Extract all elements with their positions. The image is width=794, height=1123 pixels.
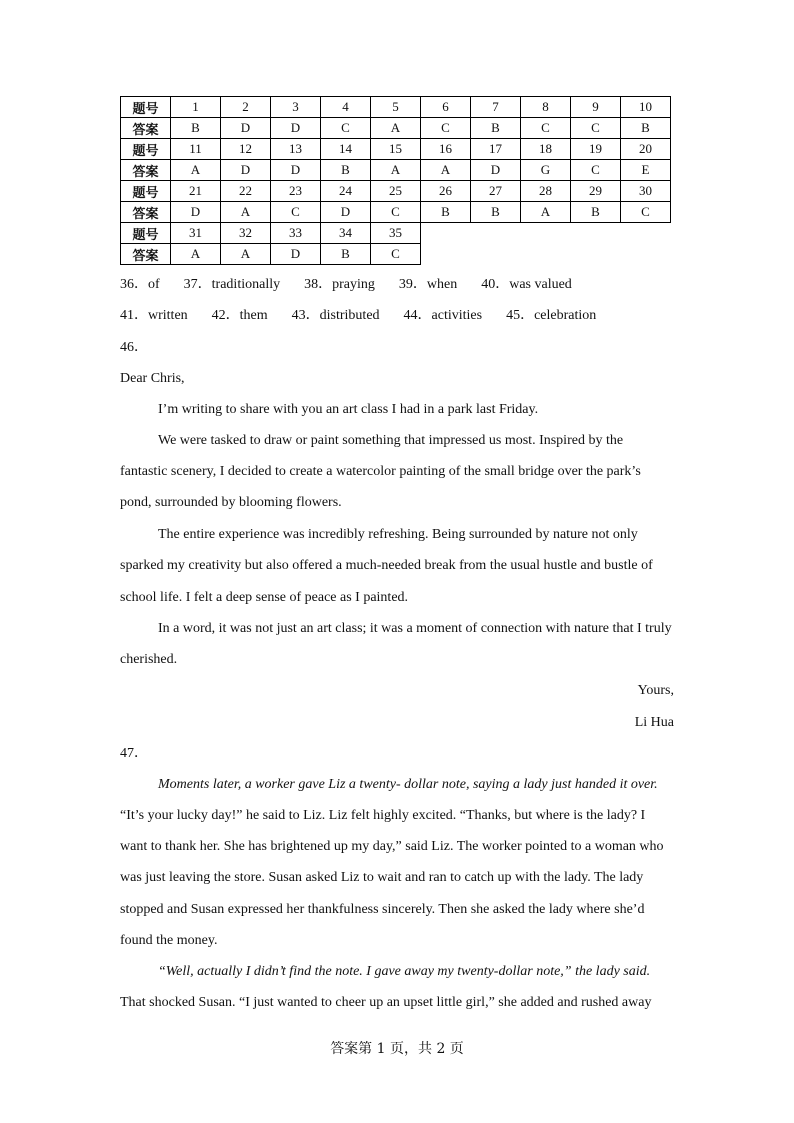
answer-header: 答案 [121, 160, 171, 181]
answer-cell: C [421, 118, 471, 139]
fill-answers-36-40 [120, 276, 596, 294]
answer-cell: A [171, 244, 221, 265]
empty-cell [521, 223, 571, 244]
answer-cell: A [521, 202, 571, 223]
story-line: “It’s your lucky day!” he said to Liz. Liz felt highly excited. “Thanks, but where is the lady? I [120, 808, 646, 823]
question-number-cell: 26 [421, 181, 471, 202]
answer-cell: G [521, 160, 571, 181]
question-number-cell: 3 [271, 97, 321, 118]
fill-answer-item: 45．celebration [506, 308, 597, 323]
story-line: want to thank her. She has brightened up my day,” said Liz. The worker pointed to a woman who [120, 839, 664, 854]
question-number-cell: 1 [171, 97, 221, 118]
question-number-row [121, 181, 671, 202]
letter-line: I’m writing to share with you an art class I had in a park last Friday. [158, 402, 539, 417]
question-number-row [121, 139, 671, 160]
answer-cell: A [371, 160, 421, 181]
empty-cell [471, 223, 521, 244]
question-number-cell: 20 [621, 139, 671, 160]
letter-closing: Yours, [637, 683, 674, 698]
question-number-cell: 19 [571, 139, 621, 160]
question-number-cell: 8 [521, 97, 571, 118]
answer-row [121, 244, 671, 265]
answer-cell: C [321, 118, 371, 139]
answer-row [121, 160, 671, 181]
question-number-header: 题号 [121, 97, 171, 118]
question-number-cell: 6 [421, 97, 471, 118]
answer-cell: B [471, 118, 521, 139]
fill-answer-item: 43．distributed [291, 308, 380, 323]
question-number-cell: 31 [171, 223, 221, 244]
answer-cell: A [371, 118, 421, 139]
empty-cell [571, 244, 621, 265]
question-number-cell: 12 [221, 139, 271, 160]
question-number-cell: 24 [321, 181, 371, 202]
fill-answer-item: 44．activities [403, 308, 483, 323]
story-line: “Well, actually I didn’t find the note. I gave away my twenty-dollar note,” the lady said. [158, 964, 651, 979]
answer-cell: D [271, 118, 321, 139]
story-line: stopped and Susan expressed her thankfulness sincerely. Then she asked the lady where she’d [120, 902, 645, 917]
answer-cell: C [371, 202, 421, 223]
story-line: That shocked Susan. “I just wanted to cheer up an upset little girl,” she added and rushed away [120, 995, 652, 1010]
question-number-cell: 7 [471, 97, 521, 118]
empty-cell [421, 244, 471, 265]
answer-cell: D [271, 160, 321, 181]
question-number-header: 题号 [121, 181, 171, 202]
answer-cell: C [521, 118, 571, 139]
answer-cell: E [621, 160, 671, 181]
fill-answer-item: 40．was valued [481, 277, 572, 292]
letter-signature: Li Hua [634, 715, 674, 730]
question-number-header: 题号 [121, 223, 171, 244]
answer-cell: C [571, 118, 621, 139]
answer-header: 答案 [121, 118, 171, 139]
answer-cell: D [321, 202, 371, 223]
empty-cell [621, 223, 671, 244]
letter-line: We were tasked to draw or paint something that impressed us most. Inspired by the [158, 433, 624, 448]
letter-line: school life. I felt a deep sense of peace as I painted. [120, 590, 409, 605]
letter-greeting: Dear Chris, [120, 371, 185, 386]
question-46-label: 46． [120, 340, 148, 355]
question-number-cell: 15 [371, 139, 421, 160]
answer-cell: A [221, 244, 271, 265]
question-number-cell: 22 [221, 181, 271, 202]
empty-cell [621, 244, 671, 265]
fill-answers-41-45 [120, 307, 620, 325]
answer-cell: B [471, 202, 521, 223]
fill-answer-item: 42．them [211, 308, 268, 323]
answer-cell: B [621, 118, 671, 139]
empty-cell [421, 223, 471, 244]
question-number-cell: 4 [321, 97, 371, 118]
question-number-cell: 28 [521, 181, 571, 202]
empty-cell [471, 244, 521, 265]
answer-cell: D [271, 244, 321, 265]
answer-cell: B [421, 202, 471, 223]
fill-answer-item: 37．traditionally [183, 277, 281, 292]
empty-cell [571, 223, 621, 244]
fill-answer-item: 41．written [120, 308, 188, 323]
question-number-cell: 21 [171, 181, 221, 202]
answer-cell: C [371, 244, 421, 265]
question-number-row [121, 97, 671, 118]
answer-cell: A [421, 160, 471, 181]
answer-cell: A [171, 160, 221, 181]
question-number-header: 题号 [121, 139, 171, 160]
question-number-cell: 10 [621, 97, 671, 118]
fill-answer-item: 38．praying [304, 277, 375, 292]
question-number-cell: 18 [521, 139, 571, 160]
question-number-cell: 14 [321, 139, 371, 160]
story-line: found the money. [120, 933, 218, 948]
answer-cell: C [271, 202, 321, 223]
answer-cell: D [171, 202, 221, 223]
answer-row [121, 202, 671, 223]
answer-cell: C [571, 160, 621, 181]
question-number-cell: 2 [221, 97, 271, 118]
question-number-cell: 32 [221, 223, 271, 244]
question-number-cell: 35 [371, 223, 421, 244]
story-line: Moments later, a worker gave Liz a twenty- dollar note, saying a lady just handed it over. [158, 777, 658, 792]
answer-cell: B [321, 244, 371, 265]
question-number-cell: 34 [321, 223, 371, 244]
question-number-cell: 16 [421, 139, 471, 160]
question-number-cell: 27 [471, 181, 521, 202]
question-number-cell: 11 [171, 139, 221, 160]
letter-line: sparked my creativity but also offered a much-needed break from the usual hustle and bustle of [120, 558, 653, 573]
question-number-row [121, 223, 671, 244]
answer-table [120, 96, 671, 265]
letter-line: pond, surrounded by blooming flowers. [120, 495, 342, 510]
letter-line: fantastic scenery, I decided to create a watercolor painting of the small bridge over the park’s [120, 464, 641, 479]
answer-row [121, 118, 671, 139]
answer-cell: C [621, 202, 671, 223]
question-number-cell: 25 [371, 181, 421, 202]
story-line: was just leaving the store. Susan asked Liz to wait and ran to catch up with the lady. The lady [120, 870, 644, 885]
question-number-cell: 9 [571, 97, 621, 118]
answer-cell: A [221, 202, 271, 223]
answer-cell: D [471, 160, 521, 181]
question-number-cell: 5 [371, 97, 421, 118]
question-47-label: 47． [120, 746, 148, 761]
question-number-cell: 13 [271, 139, 321, 160]
fill-answer-item: 36．of [120, 277, 160, 292]
question-number-cell: 33 [271, 223, 321, 244]
question-number-cell: 23 [271, 181, 321, 202]
answer-cell: B [171, 118, 221, 139]
answer-cell: B [571, 202, 621, 223]
question-number-cell: 30 [621, 181, 671, 202]
answer-cell: D [221, 160, 271, 181]
empty-cell [521, 244, 571, 265]
question-number-cell: 17 [471, 139, 521, 160]
fill-answer-item: 39．when [398, 277, 458, 292]
letter-line: The entire experience was incredibly refreshing. Being surrounded by nature not only [158, 527, 638, 542]
page-footer: 答案第 1 页，共 2 页 [330, 1041, 464, 1057]
answer-cell: B [321, 160, 371, 181]
answer-cell: D [221, 118, 271, 139]
letter-line: cherished. [120, 652, 178, 667]
answer-header: 答案 [121, 202, 171, 223]
answer-header: 答案 [121, 244, 171, 265]
letter-line: In a word, it was not just an art class; it was a moment of connection with nature that I truly [158, 621, 672, 636]
question-number-cell: 29 [571, 181, 621, 202]
